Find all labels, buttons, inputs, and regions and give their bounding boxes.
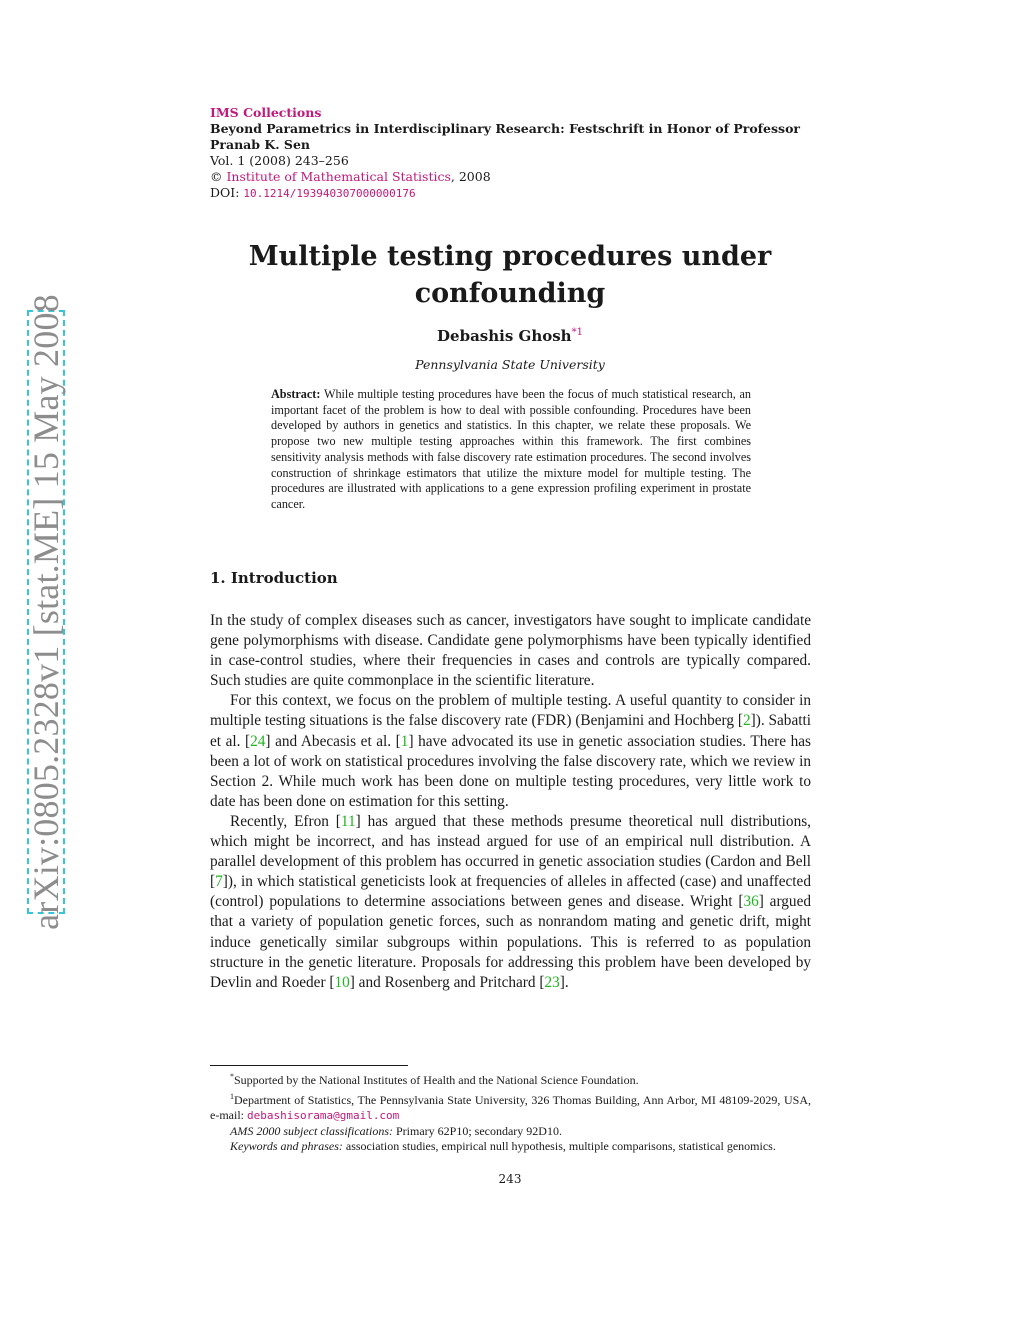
footnote-address: $^1$Department of Statistics, The Pennsylvania State University, 326 Thomas Building, Ann Arbor, MI 48109-2029, USA, e-mail: debashisorama@gmail.com (210, 1091, 811, 1123)
paper-title-line-1: Multiple testing procedures under (248, 241, 772, 272)
page-number: 243 (498, 1172, 522, 1186)
book-title (210, 121, 815, 153)
ams-classification: AMS 2000 subject classifications: Primary 62P10; secondary 92D10. (230, 1123, 562, 1138)
citation-link[interactable]: 7 (215, 873, 223, 891)
publication-header (210, 105, 815, 202)
citation-link[interactable]: 24 (250, 732, 266, 750)
series-name[interactable]: IMS Collections (210, 105, 322, 120)
doi-label: DOI: (210, 185, 244, 200)
author-affiliation: Pennsylvania State University (415, 357, 605, 372)
abstract-label: Abstract: (271, 387, 321, 401)
email-link[interactable]: debashisorama@gmail.com (246, 1109, 400, 1123)
paragraph-1: In the study of complex diseases such as cancer, investigators have sought to implicate candidate gene polymorphisms with disease. Candidate gene polymorphisms have been typically identified in case-control studies, where their frequencies in cases and controls are typically compared. Such studies are quite commonplace in the scientific literature. (210, 612, 811, 690)
citation-link[interactable]: 23 (544, 973, 560, 991)
author-footnote-marks[interactable]: *1 (571, 327, 583, 338)
citation-link[interactable]: 11 (340, 812, 356, 830)
author-name: Debashis Ghosh (437, 327, 572, 345)
footnote-divider (210, 1065, 408, 1066)
book-title-line-1: Beyond Parametrics in Interdisciplinary Research: Festschrift in Honor of Professor (210, 121, 801, 136)
footnote-funding: *Supported by the National Institutes of Health and the National Science Foundation. (230, 1072, 639, 1087)
copyright-year: , 2008 (450, 169, 491, 184)
volume-info: Vol. 1 (2008) 243–256 (210, 153, 349, 168)
paper-title-line-2: confounding (414, 278, 606, 309)
abstract (271, 387, 751, 513)
author (210, 327, 810, 345)
abstract-text: While multiple testing procedures have been the focus of much statistical research, an important facet of the problem is how to deal with possible confounding. Procedures have been developed by authors in genetics and statistics. In this chapter, we relate these proposals. We propose two new multiple testing approaches within this framework. The first combines sensitivity analysis methods with false discovery rate estimation procedures. The second involves construction of shrinkage estimators that utilize the mixture model for multiple testing. The procedures are illustrated with applications to a gene expression profiling experiment in prostate cancer. (271, 387, 752, 511)
citation-link[interactable]: 36 (743, 893, 759, 911)
paper-title (210, 238, 810, 312)
arxiv-identifier[interactable]: arXiv:0805.2328v1 [stat.ME] 15 May 2008 (26, 294, 66, 930)
paragraph-3: Recently, Efron [11] has argued that these methods presume theoretical null distributions, which might be incorrect, and has instead argued for use of an empirical null distribution. A parallel development of this problem has occurred in genetic association studies (Cardon and Bell [7]), in which statistical geneticists look at frequencies of alleles in affected (case) and unaffected (control) populations to determine associations between genes and disease. Wright [36] argued that a variety of population genetic forces, such as nonrandom mating and genetic drift, might induce genetically similar subgroups within populations. This is referred to as population structure in the genetic literature. Proposals for addressing this problem have been developed by Devlin and Roeder [10] and Rosenberg and Pritchard [23]. (210, 812, 812, 991)
footnotes (210, 1069, 811, 1155)
doi-line (210, 185, 815, 202)
section-heading: 1. Introduction (210, 569, 338, 587)
citation-link[interactable]: 2 (742, 712, 751, 730)
citation-link[interactable]: 10 (334, 973, 350, 991)
publisher-link[interactable]: Institute of Mathematical Statistics (226, 169, 451, 184)
keywords: Keywords and phrases: association studies, empirical null hypothesis, multiple comparisons, statistical genomics. (230, 1139, 776, 1154)
copyright-icon: © (210, 169, 223, 184)
book-title-line-2: Pranab K. Sen (210, 137, 310, 152)
doi-link[interactable]: 10.1214/193940307000000176 (243, 187, 416, 200)
section-body (210, 611, 811, 993)
citation-link[interactable]: 1 (400, 732, 409, 750)
paragraph-2: For this context, we focus on the problem of multiple testing. A useful quantity to consider in multiple testing situations is the false discovery rate (FDR) (Benjamini and Hochberg [2]). Sabatti et al. [24] and Abecasis et al. [1] have advocated its use in genetic association studies. There has been a lot of work on statistical procedures involving the false discovery rate, which we review in Section 2. While much work has been done on multiple testing procedures, very little work to date has been done on estimation for this setting. (210, 692, 811, 810)
copyright-line (210, 169, 815, 185)
